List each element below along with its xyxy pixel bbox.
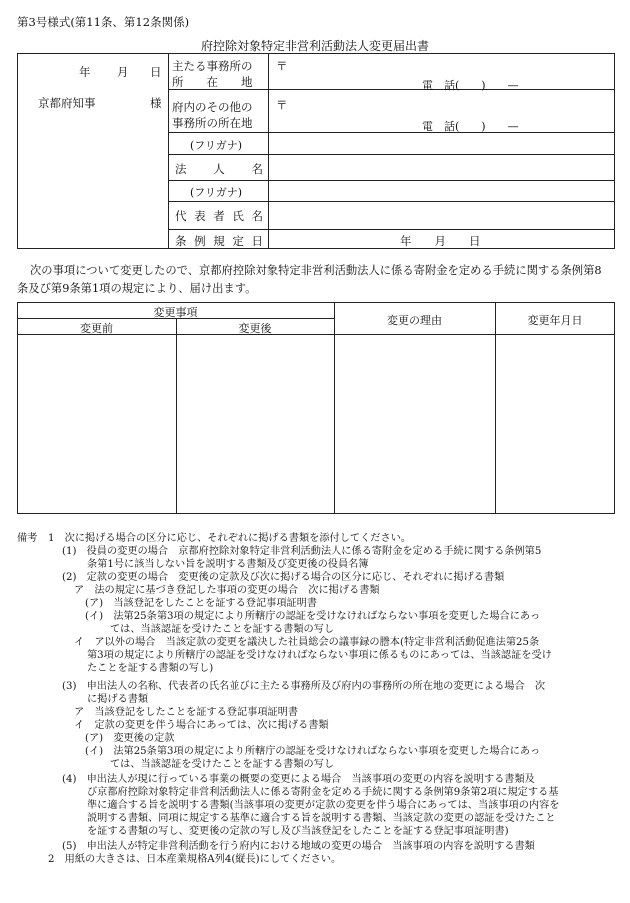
change-items-header: 変更事項	[153, 306, 198, 319]
note-line: (3) 申出法人の名称、代表者の氏名並びに主たる事務所及び府内の事務所の所在地の変更による場合 次	[62, 681, 546, 692]
branch-office-postal-mark: 〒	[276, 98, 288, 112]
statement-line-1: 次の事項について変更したので、京都府控除対象特定非営利活動法人に係る寄附金を定める手続に関する条例第8	[30, 264, 602, 277]
change-date-cell[interactable]	[496, 335, 614, 513]
date-year-label: 年	[79, 65, 91, 79]
notes-label: 備考	[17, 533, 38, 544]
ordinance-date-value[interactable]: 年 月 日	[400, 234, 481, 248]
note-line: 説明する書類、同項に規定する基準に適合する旨を説明する書類、当該定款の変更の認証を受けたこと	[87, 813, 556, 824]
note-line: ては、当該認証を受けたことを証する書類の写し	[110, 624, 335, 635]
note-line: を証する書類の写し、変更後の定款の写し及び当該登記をしたことを証する登記事項証明書)	[87, 826, 509, 837]
addressee-honorific: 様	[150, 96, 162, 110]
note-line: (4) 申出法人が現に行っている事業の概要の変更による場合 当該事項の変更の内容を説明する書類及	[62, 774, 535, 785]
before-change-cell[interactable]	[18, 335, 175, 513]
main-office-postal-mark: 〒	[276, 59, 288, 73]
applicant-info-form	[17, 53, 615, 249]
rep-name-furigana-label: (フリガナ)	[190, 186, 243, 199]
change-date-header: 変更年月日	[527, 314, 583, 327]
note-line: (ア) 当該登記をしたことを証する登記事項証明書	[85, 598, 318, 609]
corp-name-furigana-label: (フリガナ)	[190, 139, 243, 152]
note-line: イ ア以外の場合 当該定款の変更を議決した社員総会の議事録の謄本(特定非営利活動促進法第25条	[74, 637, 540, 648]
note-line: 条第1号に該当しない旨を説明する書類及び変更後の役員名簿	[87, 559, 369, 570]
note-line: (イ) 法第25条第3項の規定により所轄庁の認証を受けなければならない事項を変更した場合にあっ	[85, 746, 541, 757]
form-number: 第3号様式(第11条、第12条関係)	[17, 15, 190, 29]
page-title: 府控除対象特定非営利活動法人変更届出書	[200, 39, 429, 53]
note-line: たことを証する書類の写し)	[87, 663, 214, 674]
main-office-label-1: 主たる事務所の	[172, 59, 253, 73]
note-line: び京都府控除対象特定非営利活動法人に係る寄附金を定める手続に関する条例第9条第2項に規定する基	[87, 787, 559, 798]
note-line: イ 定款の変更を伴う場合にあっては、次に掲げる書類	[74, 720, 329, 731]
note-line: に掲げる書類	[87, 694, 149, 705]
change-reason-header: 変更の理由	[387, 314, 442, 327]
date-month-label: 月	[117, 65, 129, 79]
note-line: (1) 役員の変更の場合 京都府控除対象特定非営利活動法人に係る寄附金を定める手続に関する条例第5	[62, 546, 542, 557]
branch-office-label-1: 府内のその他の	[172, 100, 253, 114]
note-line: (イ) 法第25条第3項の規定により所轄庁の認証を受けなければならない事項を変更した場合にあっ	[85, 611, 541, 622]
note-line: ア 法の規定に基づき登記した事項の変更の場合 次に掲げる書類	[74, 585, 380, 596]
note-line: 第3項の規定により所轄庁の認証を受けなければならない事項に係るものにあっては、当該認証を受け	[87, 650, 552, 661]
corp-name-label: 法 人 名	[175, 162, 263, 176]
branch-office-label-2: 事務所の所在地	[172, 116, 253, 130]
note-line: (2) 定款の変更の場合 変更後の定款及び次に掲げる場合の区分に応じ、それぞれに掲げる書類	[62, 572, 505, 583]
note-line: 準に適合する旨を説明する書類(当該事項の変更が定款の変更を伴う場合にあっては、当該事項の内容を	[87, 800, 560, 811]
main-office-label-2: 所 在 地	[172, 75, 253, 89]
rep-name-label: 代表者氏名	[175, 209, 263, 223]
main-office-phone-field[interactable]: 電 話( ) —	[422, 79, 519, 92]
statement-line-2: 条及び第9条第1項の規定により、届け出ます。	[17, 282, 257, 295]
date-day-label: 日	[150, 65, 162, 79]
ordinance-date-label: 条例規定日	[175, 234, 263, 248]
note-line: (5) 申出法人が特定非営利活動を行う府内における地域の変更の場合 当該事項の内容を説明する書類	[62, 841, 535, 852]
after-change-cell[interactable]	[177, 335, 333, 513]
note-line: 2 用紙の大きさは、日本産業規格A列4(縦長)にしてください。	[48, 854, 342, 865]
note-line: (ア) 変更後の定款	[85, 733, 175, 744]
change-reason-cell[interactable]	[335, 335, 494, 513]
note-line: 1 次に掲げる場合の区分に応じ、それぞれに掲げる書類を添付してください。	[48, 533, 412, 544]
addressee: 京都府知事	[38, 96, 96, 110]
note-line: ては、当該認証を受けたことを証する書類の写し	[110, 759, 335, 770]
before-change-header: 変更前	[80, 322, 113, 335]
note-line: ア 当該登記をしたことを証する登記事項証明書	[74, 707, 299, 718]
branch-office-phone-field[interactable]: 電 話( ) —	[422, 120, 519, 133]
after-change-header: 変更後	[238, 322, 272, 335]
